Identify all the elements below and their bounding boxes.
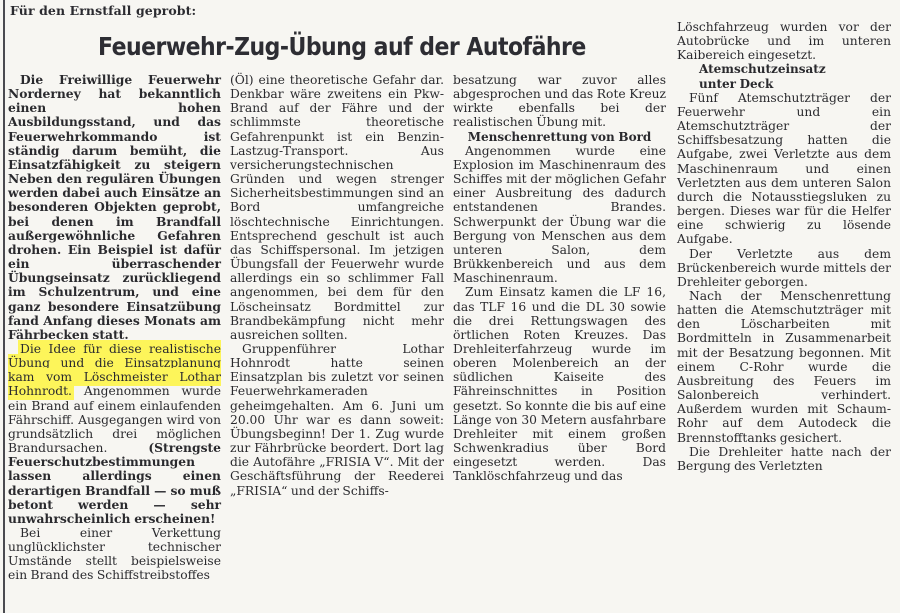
highlighted-text: Die Idee für diese realistische Übung und die Einsatzplanung kam vom Löschmeister Lothar Hohnrodt.: [8, 341, 221, 399]
article-paragraph: Die Drehleiter hatte nach der Bergung des Verletzten: [677, 444, 891, 473]
article-paragraph: Löschfahrzeug wurden vor der Autobrücke und im unteren Kaibereich eingesetzt.: [677, 20, 891, 63]
article-paragraph: Nach der Menschenrettung hatten die Atemschutzträger mit den Löscharbeiten mit Bordmitteln in Zusammenarbeit mit der Besatzung begonnen. Mit einem C-Rohr wurde die Ausbreitung des Feuers im Salonbereich verhindert. Außerdem wurden mit Schaum-Rohr auf dem Autodeck die Brennstofftanks gesichert.: [677, 288, 891, 445]
article-paragraph: Fünf Atemschutzträger der Feuerwehr und ein Atemschutzträger der Schiffsbesatzung hatten die Aufgabe, zwei Verletzte aus dem Maschinenraum und einen Verletzten aus dem unteren Salon durch die Notausstiegsluken zu bergen. Dieses war für die Helfer eine schwierig zu lösende Aufgabe.: [677, 90, 891, 247]
article-paragraph: Zum Einsatz kamen die LF 16, das TLF 16 und die DL 30 sowie die drei Rettungswagen des örtlichen Roten Kreuzes. Das Drehleiterfahrzeug wurde im oberen Molenbereich an der südlichen Kaiseite des Fähreinschnittes in Position gesetzt. So konnte die bis auf eine Länge von 30 Metern ausfahrbare Drehleiter mit einem großen Schwenkradius über Bord eingesetzt werden. Das Tanklöschfahrzeug und das: [453, 285, 666, 484]
article-column-1: [8, 73, 221, 583]
article-kicker: Für den Ernstfall geprobt:: [10, 3, 197, 18]
article-paragraph: Angenommen wurde eine Explosion im Maschinenraum des Schiffes mit der möglichen Gefahr einer Ausbreitung des dadurch entstandenen Brandes. Schwerpunkt der Übung war die Bergung von Menschen aus dem unteren Salon, dem Brükkenbereich und aus dem Maschinenraum.: [453, 143, 666, 286]
paragraph-bold-segment: (Strengste Feuerschutzbestimmungen lassen allerdings einen derartigen Brandfall — so muß betont werden — sehr unwahrscheinlich erscheinen!: [8, 440, 221, 526]
section-subheading: unter Deck: [699, 76, 774, 91]
article-paragraph: (Öl) eine theoretische Gefahr dar. Denkbar wäre zweitens ein Pkw-Brand auf der Fähre und der schlimmste theoretische Gefahrenpunkt ist ein Benzin-Lastzug-Transport. Aus versicherungstechnischen Gründen und wegen strenger Sicherheitsbestimmungen sind an Bord umfangreiche löschtechnische Einrichtungen. Entsprechend geschult ist auch das Schiffspersonal. Im jetzigen Übungsfall der Feuerwehr wurde allerdings ein so schlimmer Fall angenommen, bei dem für den Löscheinsatz Bordmittel zur Brandbekämpfung nicht mehr ausreichen sollten.: [230, 73, 444, 342]
article-headline: Feuerwehr-Zug-Übung auf der Autofähre: [98, 32, 586, 61]
article-paragraph: Der Verletzte aus dem Brückenbereich wurde mittels der Drehleiter geborgen.: [677, 246, 891, 289]
article-paragraph: Gruppenführer Lothar Hohnrodt hatte seinen Einsatzplan bis zuletzt vor seinen Feuerwehrkameraden geheimgehalten. Am 6. Juni um 20.00 Uhr war es dann soweit: Übungsbeginn! Der 1. Zug wurde zur Fährbrücke beordert. Dort lag die Autofähre „FRISIA V“. Mit der Geschäftsführung der Reederei „FRISIA“ und der Schiffs-: [230, 341, 444, 498]
article-column-4: [677, 20, 891, 473]
section-subheading: Atemschutzeinsatz: [699, 62, 826, 77]
article-paragraph: [8, 342, 221, 526]
paragraph-text: Angenommen wurde ein Brand auf einem einlaufenden Fährschiff. Ausgegangen wird von grundsätzlich drei möglichen Brandursachen.: [8, 384, 221, 456]
article-column-2: [230, 73, 444, 498]
article-paragraph: Bei einer Verkettung unglücklichster technischer Umstände stellt beispielsweise ein Brand des Schiffstreibstoffes: [8, 526, 221, 583]
left-border-rule: [3, 0, 5, 613]
section-subheading: Menschenrettung von Bord: [467, 129, 652, 144]
article-column-3: [453, 73, 666, 484]
article-paragraph: Die Freiwillige Feuerwehr Norderney hat bekanntlich einen hohen Ausbildungsstand, und das Feuerwehrkommando ist ständig darum bemüht, die Einsatzfähigkeit zu steigern Neben den regulären Übungen werden dabei auch Einsätze an besonderen Objekten geprobt, bei denen im Brandfall außergewöhnliche Gefahren drohen. Ein Beispiel ist dafür ein überraschender Übungseinsatz zurückliegend im Schulzentrum, und eine ganz besondere Einsatzübung fand Anfang dieses Monats am Fährbecken statt.: [8, 72, 221, 342]
article-paragraph: besatzung war zuvor alles abgesprochen und das Rote Kreuz wirkte ebenfalls bei der realistischen Übung mit.: [453, 73, 666, 130]
